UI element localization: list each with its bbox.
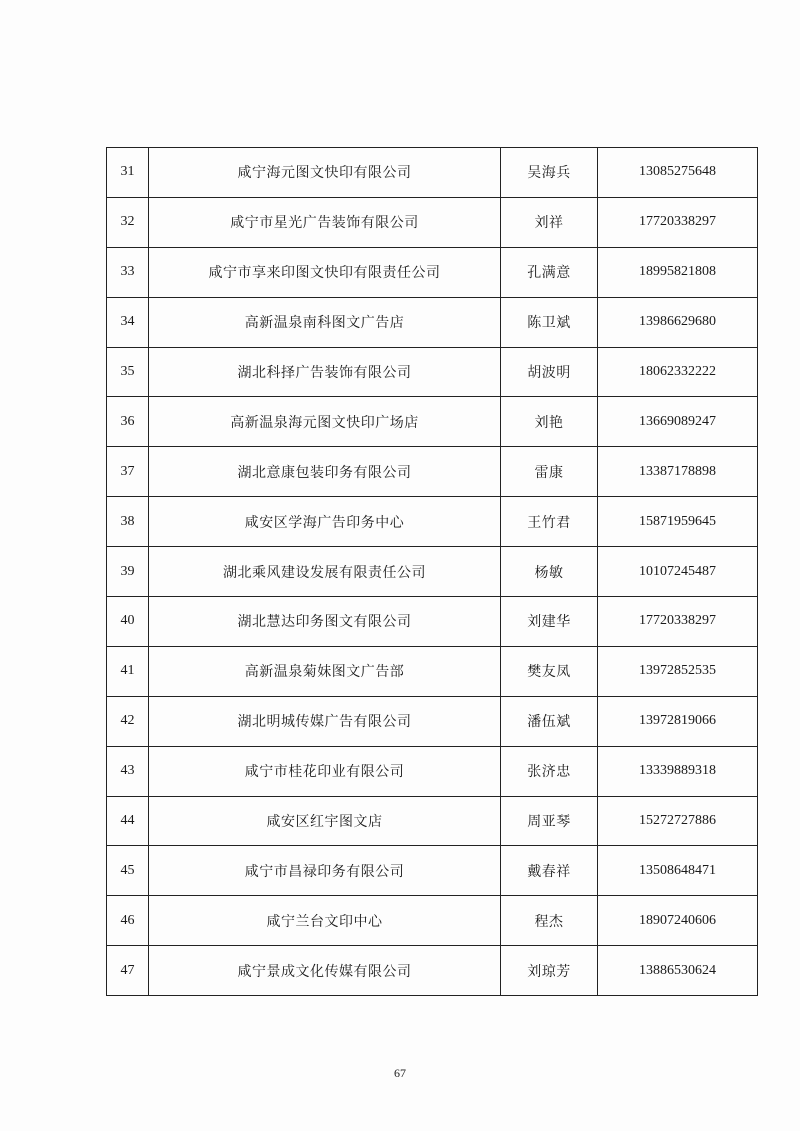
contact-person: 孔满意 [501, 247, 598, 297]
phone-number: 15871959645 [598, 497, 758, 547]
row-index: 33 [107, 247, 149, 297]
contact-person: 戴春祥 [501, 846, 598, 896]
row-index: 43 [107, 746, 149, 796]
company-name: 咸宁市享来印图文快印有限责任公司 [149, 247, 501, 297]
table-row [107, 696, 758, 746]
phone-number: 13339889318 [598, 746, 758, 796]
contact-person: 张济忠 [501, 746, 598, 796]
contact-person: 刘祥 [501, 197, 598, 247]
table-row [107, 547, 758, 597]
page-number: 67 [394, 1066, 406, 1080]
company-name: 咸宁海元图文快印有限公司 [149, 148, 501, 198]
table-body [107, 148, 758, 996]
contact-person: 吴海兵 [501, 148, 598, 198]
phone-number: 10107245487 [598, 547, 758, 597]
row-index: 38 [107, 497, 149, 547]
table-row [107, 247, 758, 297]
row-index: 39 [107, 547, 149, 597]
phone-number: 18062332222 [598, 347, 758, 397]
row-index: 46 [107, 896, 149, 946]
contact-person: 刘艳 [501, 397, 598, 447]
table-row [107, 946, 758, 996]
table-row [107, 397, 758, 447]
row-index: 32 [107, 197, 149, 247]
phone-number: 13972852535 [598, 646, 758, 696]
row-index: 36 [107, 397, 149, 447]
table-row [107, 297, 758, 347]
company-name: 咸宁市昌禄印务有限公司 [149, 846, 501, 896]
row-index: 37 [107, 447, 149, 497]
company-name: 湖北明城传媒广告有限公司 [149, 696, 501, 746]
company-name: 高新温泉菊妹图文广告部 [149, 646, 501, 696]
table-row [107, 646, 758, 696]
company-name: 湖北科择广告装饰有限公司 [149, 347, 501, 397]
row-index: 34 [107, 297, 149, 347]
contact-person: 王竹君 [501, 497, 598, 547]
phone-number: 13669089247 [598, 397, 758, 447]
phone-number: 13508648471 [598, 846, 758, 896]
row-index: 40 [107, 597, 149, 647]
phone-number: 18907240606 [598, 896, 758, 946]
row-index: 42 [107, 696, 149, 746]
phone-number: 13886530624 [598, 946, 758, 996]
contact-person: 刘建华 [501, 597, 598, 647]
contact-person: 胡波明 [501, 347, 598, 397]
phone-number: 17720338297 [598, 597, 758, 647]
phone-number: 17720338297 [598, 197, 758, 247]
company-name: 湖北乘风建设发展有限责任公司 [149, 547, 501, 597]
table-row [107, 148, 758, 198]
table-row [107, 796, 758, 846]
contact-person: 樊友凤 [501, 646, 598, 696]
table-row [107, 197, 758, 247]
company-name: 高新温泉南科图文广告店 [149, 297, 501, 347]
contact-person: 周亚琴 [501, 796, 598, 846]
table-row [107, 896, 758, 946]
row-index: 45 [107, 846, 149, 896]
company-name: 咸宁市桂花印业有限公司 [149, 746, 501, 796]
contact-person: 程杰 [501, 896, 598, 946]
company-contact-table [106, 147, 758, 996]
table-row [107, 746, 758, 796]
table-row [107, 497, 758, 547]
row-index: 31 [107, 148, 149, 198]
row-index: 47 [107, 946, 149, 996]
contact-person: 雷康 [501, 447, 598, 497]
table-row [107, 597, 758, 647]
company-name: 湖北意康包装印务有限公司 [149, 447, 501, 497]
phone-number: 15272727886 [598, 796, 758, 846]
contact-person: 陈卫斌 [501, 297, 598, 347]
contact-person: 潘伍斌 [501, 696, 598, 746]
company-name: 咸宁兰台文印中心 [149, 896, 501, 946]
phone-number: 13085275648 [598, 148, 758, 198]
company-name: 咸安区学海广告印务中心 [149, 497, 501, 547]
row-index: 41 [107, 646, 149, 696]
phone-number: 13387178898 [598, 447, 758, 497]
company-name: 咸宁市星光广告装饰有限公司 [149, 197, 501, 247]
row-index: 35 [107, 347, 149, 397]
company-name: 咸宁景成文化传媒有限公司 [149, 946, 501, 996]
phone-number: 13972819066 [598, 696, 758, 746]
phone-number: 13986629680 [598, 297, 758, 347]
company-name: 咸安区红宇图文店 [149, 796, 501, 846]
table-row [107, 347, 758, 397]
contact-person: 杨敏 [501, 547, 598, 597]
contact-person: 刘琼芳 [501, 946, 598, 996]
table-row [107, 846, 758, 896]
table-row [107, 447, 758, 497]
row-index: 44 [107, 796, 149, 846]
phone-number: 18995821808 [598, 247, 758, 297]
company-name: 高新温泉海元图文快印广场店 [149, 397, 501, 447]
company-name: 湖北慧达印务图文有限公司 [149, 597, 501, 647]
